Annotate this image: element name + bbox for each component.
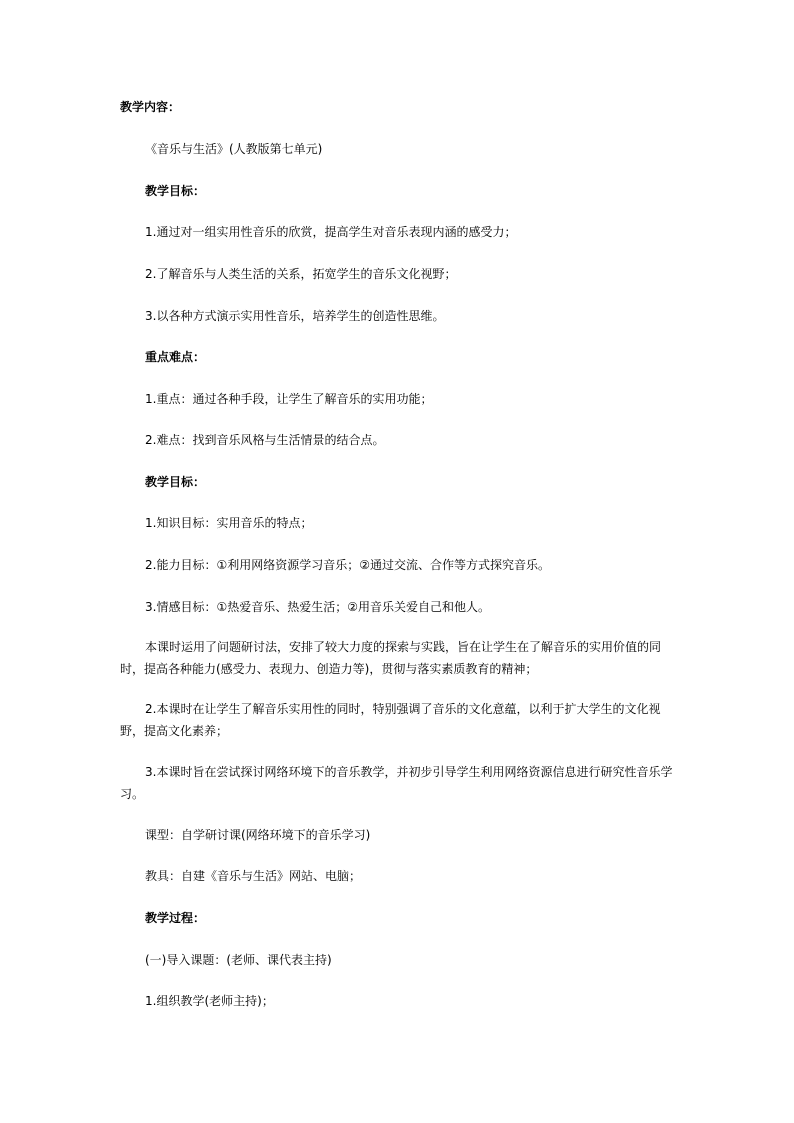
- paragraph: 1.重点：通过各种手段，让学生了解音乐的实用功能；: [145, 392, 433, 406]
- paragraph: 本课时运用了问题研讨法，安排了较大力度的探索与实践，旨在让学生在了解音乐的实用价值的同时，提高各种能力(感受力、表现力、创造力等)，贯彻与落实素质教育的精神；: [120, 640, 662, 676]
- paragraph: 3.以各种方式演示实用性音乐，培养学生的创造性思维。: [145, 309, 445, 323]
- paragraph: 课型：自学研讨课(网络环境下的音乐学习): [145, 828, 371, 842]
- paragraph: 2.能力目标：①利用网络资源学习音乐；②通过交流、合作等方式探究音乐。: [145, 558, 550, 572]
- section-heading-process: 教学过程：: [145, 911, 206, 925]
- paragraph: 《音乐与生活》(人教版第七单元): [145, 142, 323, 156]
- paragraph: 3.情感目标：①热爱音乐、热爱生活；②用音乐关爱自己和他人。: [145, 600, 490, 614]
- section-heading-content: 教学内容：: [120, 100, 181, 114]
- paragraph: 3.本课时旨在尝试探讨网络环境下的音乐教学，并初步引导学生利用网络资源信息进行研究性音乐学习。: [120, 765, 673, 801]
- paragraph: 1.组织教学(老师主持)；: [145, 994, 274, 1008]
- paragraph: 2.难点：找到音乐风格与生活情景的结合点。: [145, 433, 385, 447]
- paragraph: 1.知识目标：实用音乐的特点；: [145, 516, 313, 530]
- paragraph: 2.了解音乐与人类生活的关系，拓宽学生的音乐文化视野；: [145, 267, 457, 281]
- paragraph: 教具：自建《音乐与生活》网站、电脑；: [145, 869, 362, 883]
- paragraph: (一)导入课题：(老师、课代表主持): [145, 953, 332, 967]
- section-heading-key-points: 重点难点：: [145, 350, 206, 364]
- paragraph: 2.本课时在让学生了解音乐实用性的同时，特别强调了音乐的文化意蕴，以利于扩大学生的文化视野，提高文化素养；: [120, 702, 661, 738]
- paragraph: 1.通过对一组实用性音乐的欣赏，提高学生对音乐表现内涵的感受力；: [145, 225, 517, 239]
- section-heading-goals-2: 教学目标：: [145, 475, 206, 489]
- section-heading-goals: 教学目标：: [145, 184, 206, 198]
